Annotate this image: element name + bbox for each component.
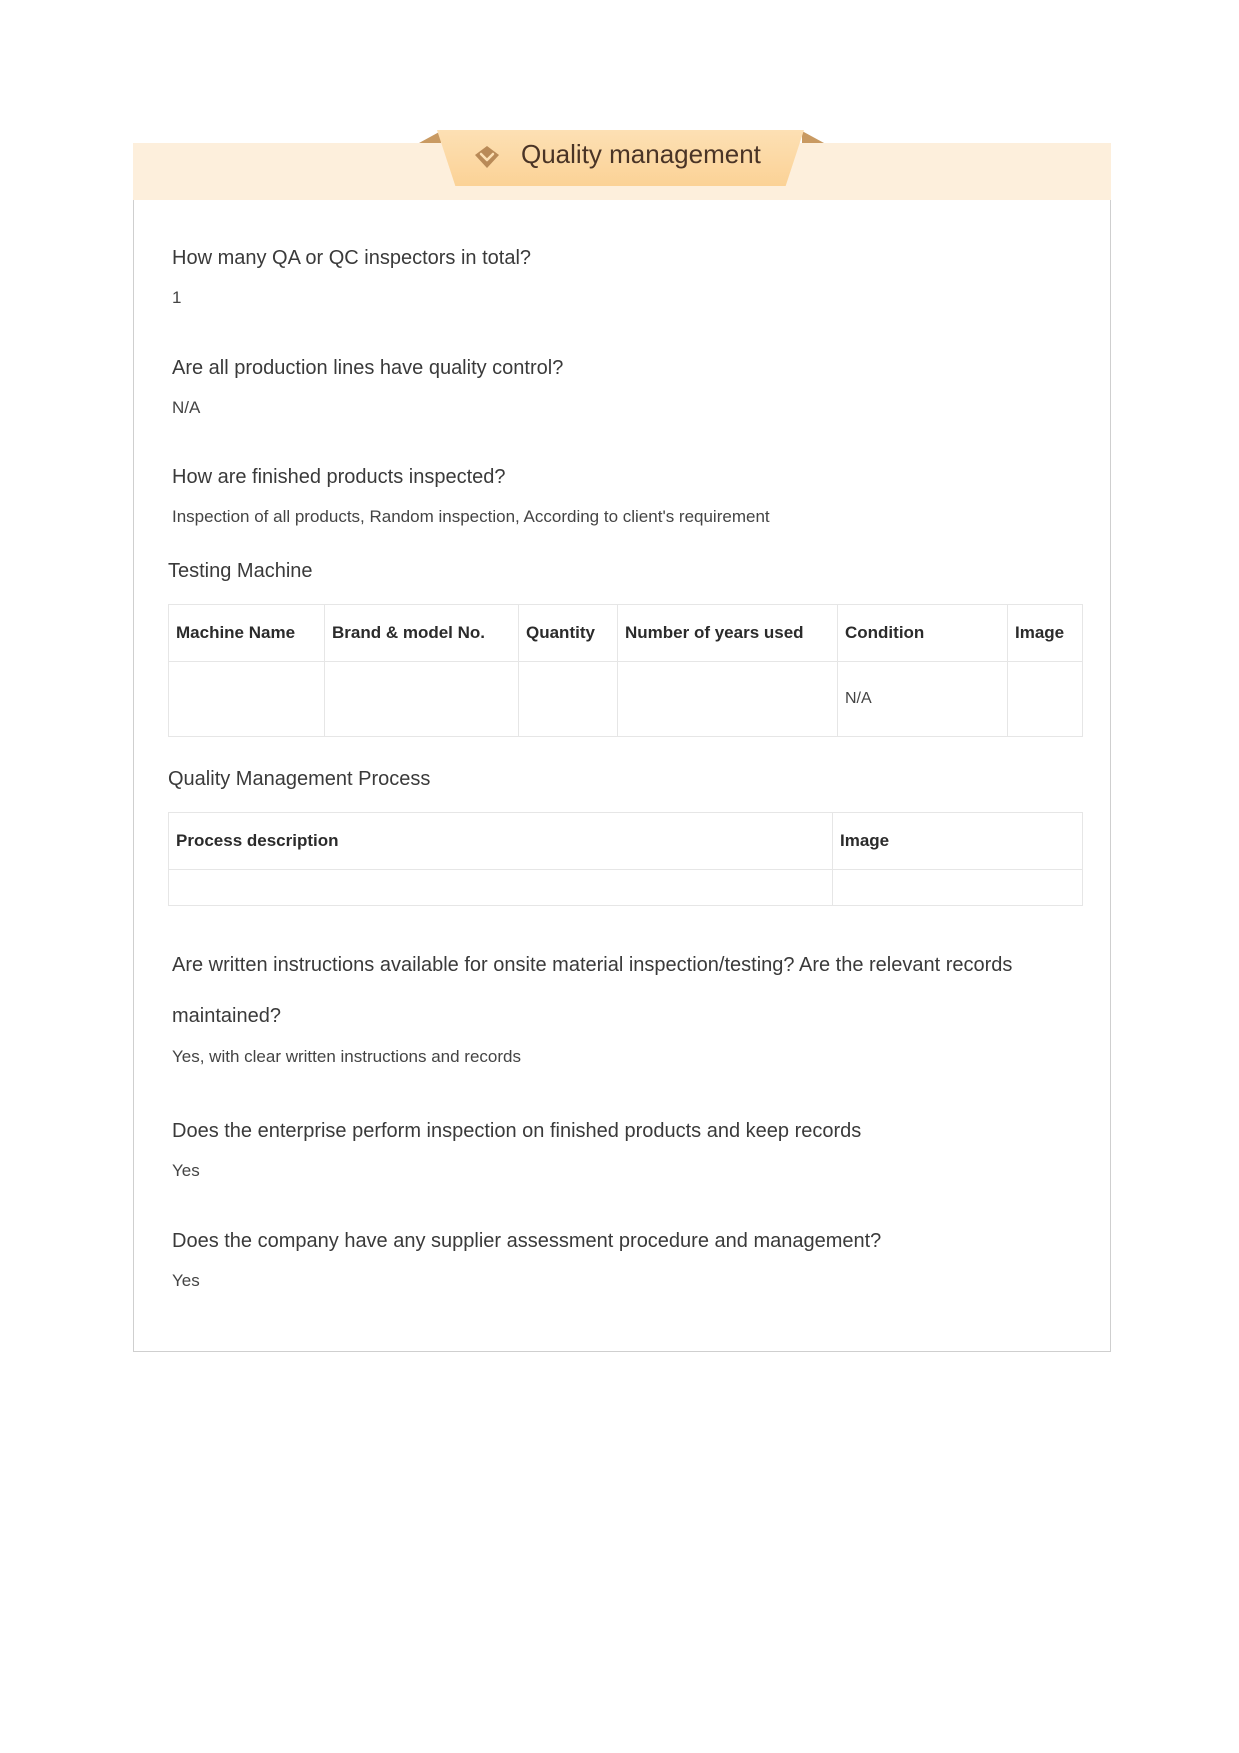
diamond-icon [472,142,502,172]
table-header-row [169,813,1083,870]
ribbon-wing-right [802,131,824,143]
column-header: Brand & model No. [325,605,519,662]
table-cell [1008,662,1083,737]
column-header: Image [833,813,1083,870]
quality-process-table [168,812,1083,906]
table-cell [325,662,519,737]
answer-text: Yes, with clear written instructions and records [172,1047,521,1066]
table-cell [618,662,838,737]
column-header: Image [1008,605,1083,662]
table-cell: N/A [838,662,1008,737]
question-text: Are all production lines have quality control? [172,357,564,379]
answer-text: Yes [172,1271,200,1290]
answer-text: 1 [172,288,182,307]
qa-item [172,1118,1072,1182]
table-row [169,870,1083,906]
table-row [169,662,1083,737]
qa-item [172,355,1072,419]
question-text: How are finished products inspected? [172,466,506,488]
question-text: Does the company have any supplier assessment procedure and management? [172,1230,882,1252]
column-header: Process description [169,813,833,870]
column-header: Number of years used [618,605,838,662]
quality-process-title: Quality Management Process [168,768,431,790]
section-title: Quality management [521,139,761,169]
qa-item [172,1228,1072,1292]
question-text: Are written instructions available for onsite material inspection/testing? Are the relevant records maintained? [172,954,1013,1027]
answer-text: Inspection of all products, Random inspection, According to client's requirement [172,507,770,526]
answer-text: N/A [172,398,201,417]
column-header: Condition [838,605,1008,662]
testing-machine-table [168,604,1083,737]
ribbon-wing-left [419,131,441,143]
answer-text: Yes [172,1161,200,1180]
table-cell [519,662,618,737]
question-text: How many QA or QC inspectors in total? [172,247,532,269]
qa-item [172,245,1072,309]
table-cell [169,870,833,906]
qa-item [172,464,1072,528]
column-header: Machine Name [169,605,325,662]
column-header: Quantity [519,605,618,662]
table-cell [169,662,325,737]
testing-machine-title: Testing Machine [168,560,313,582]
table-header-row [169,605,1083,662]
table-cell [833,870,1083,906]
qa-item [172,952,1077,1068]
question-text: Does the enterprise perform inspection on finished products and keep records [172,1120,862,1142]
